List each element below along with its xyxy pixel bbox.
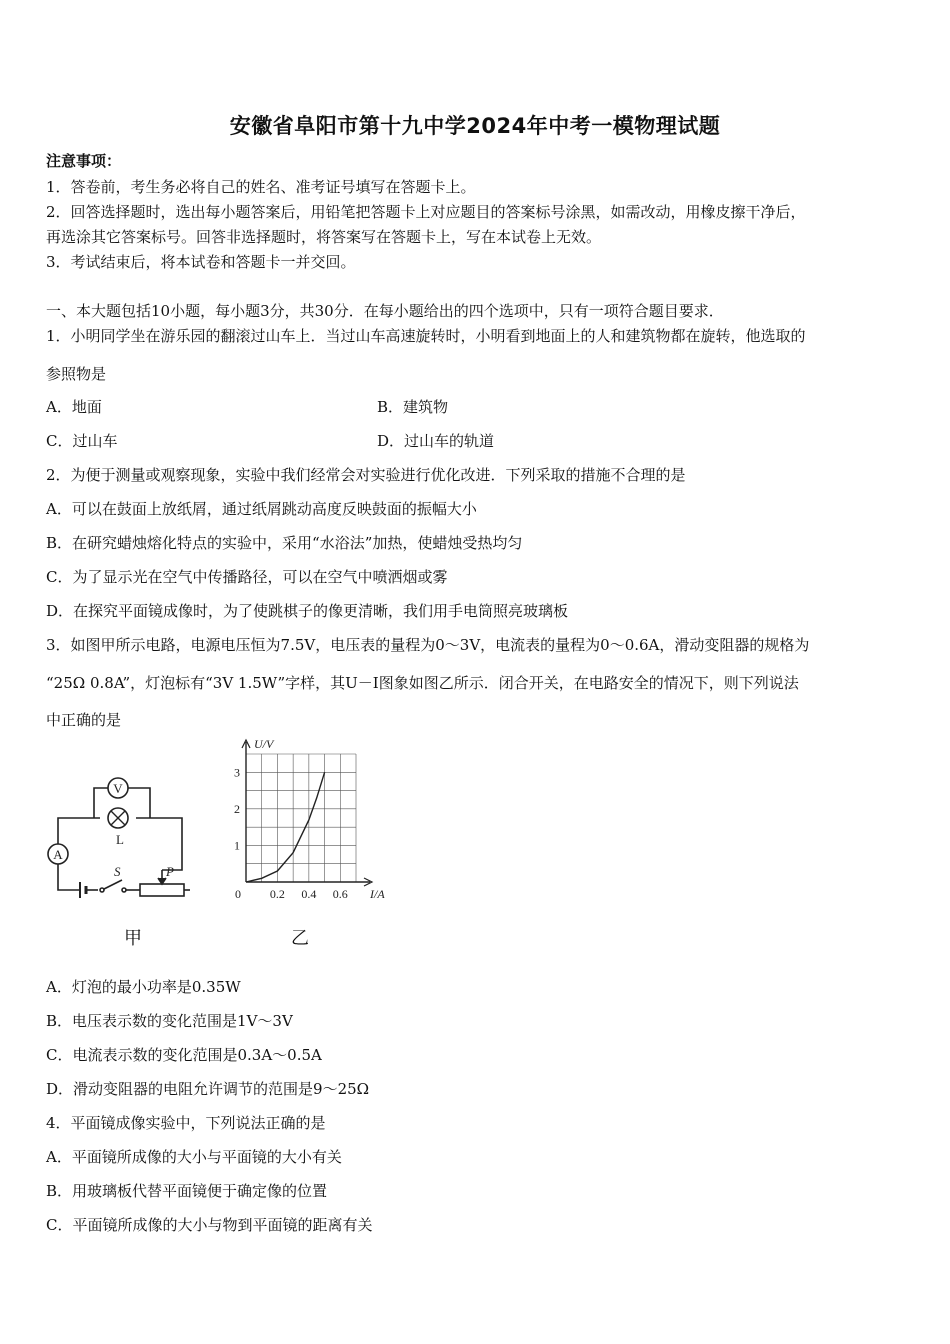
q4-option-a: A．平面镜所成像的大小与平面镜的大小有关	[46, 1148, 342, 1166]
switch-label: S	[114, 864, 121, 879]
y-tick-label: 1	[234, 838, 240, 853]
circuit-diagram	[40, 760, 200, 900]
q4-option-b: B．用玻璃板代替平面镜便于确定像的位置	[46, 1182, 328, 1200]
slider-label: P	[166, 864, 174, 879]
section-heading: 一、本大题包括10小题，每小题3分，共30分．在每小题给出的四个选项中，只有一项符合题目要求．	[46, 302, 724, 320]
notice-item-3: 3．考试结束后，将本试卷和答题卡一并交回。	[46, 253, 356, 271]
q3-option-c: C．电流表示数的变化范围是0.3A～0.5A	[46, 1046, 322, 1064]
q1-option-b: B．建筑物	[377, 398, 449, 416]
x-axis-label: I/A	[370, 887, 385, 901]
y-tick-label: 3	[234, 765, 240, 780]
q3-stem-end: 中正确的是	[46, 711, 122, 729]
x-tick-label: 0.6	[332, 887, 348, 901]
q1-option-c: C．过山车	[46, 432, 118, 450]
notice-item-2-cont: 再选涂其它答案标号。回答非选择题时，将答案写在答题卡上，写在本试卷上无效。	[46, 228, 602, 246]
notice-heading: 注意事项：	[46, 152, 122, 170]
y-tick-label: 2	[234, 801, 240, 816]
q3-option-b: B．电压表示数的变化范围是1V～3V	[46, 1012, 293, 1030]
figure-label-yi: 乙	[291, 928, 309, 949]
q2-option-c: C．为了显示光在空气中传播路径，可以在空气中喷洒烟或雾	[46, 568, 448, 586]
q3-option-a: A．灯泡的最小功率是0.35W	[46, 978, 241, 996]
x-tick-label: 0	[235, 887, 241, 901]
q2-option-a: A．可以在鼓面上放纸屑，通过纸屑跳动高度反映鼓面的振幅大小	[46, 500, 477, 518]
lamp-label: L	[116, 832, 124, 847]
q3-stem: 3．如图甲所示电路，电源电压恒为7.5V，电压表的量程为0～3V，电流表的量程为0～0.6A，滑动变阻器的规格为	[46, 636, 810, 654]
q1-stem: 1．小明同学坐在游乐园的翻滚过山车上．当过山车高速旋转时，小明看到地面上的人和建筑物都在旋转，他选取的	[46, 327, 806, 345]
y-axis-label: U/V	[254, 737, 274, 751]
q4-stem: 4．平面镜成像实验中，下列说法正确的是	[46, 1114, 326, 1132]
q2-option-d: D．在探究平面镜成像时，为了使跳棋子的像更清晰，我们用手电筒照亮玻璃板	[46, 602, 569, 620]
q2-stem: 2．为便于测量或观察现象，实验中我们经常会对实验进行优化改进．下列采取的措施不合理的是	[46, 466, 686, 484]
q4-option-c: C．平面镜所成像的大小与物到平面镜的距离有关	[46, 1216, 373, 1234]
voltmeter-label: V	[113, 781, 123, 796]
notice-item-1: 1．答卷前，考生务必将自己的姓名、准考证号填写在答题卡上。	[46, 178, 476, 196]
x-tick-label: 0.4	[301, 887, 317, 901]
q1-stem-cont: 参照物是	[46, 365, 107, 383]
notice-item-2: 2．回答选择题时，选出每小题答案后，用铅笔把答题卡上对应题目的答案标号涂黑，如需改动，用橡皮擦干净后，	[46, 203, 806, 221]
figure-label-jia: 甲	[124, 928, 142, 949]
page-title: 安徽省阜阳市第十九中学2024年中考一模物理试题	[229, 114, 721, 138]
ui-graph	[220, 732, 400, 902]
ammeter-label: A	[53, 847, 63, 862]
q2-option-b: B．在研究蜡烛熔化特点的实验中，采用“水浴法”加热，使蜡烛受热均匀	[46, 534, 523, 552]
q3-stem-cont: “25Ω 0.8A”，灯泡标有“3V 1.5W”字样，其U－I图象如图乙所示．闭合开关，在电路安全的情况下，则下列说法	[46, 674, 799, 692]
q3-option-d: D．滑动变阻器的电阻允许调节的范围是9～25Ω	[46, 1080, 370, 1098]
q1-option-d: D．过山车的轨道	[377, 432, 495, 450]
x-tick-label: 0.2	[269, 887, 285, 901]
q1-option-a: A．地面	[46, 398, 102, 416]
